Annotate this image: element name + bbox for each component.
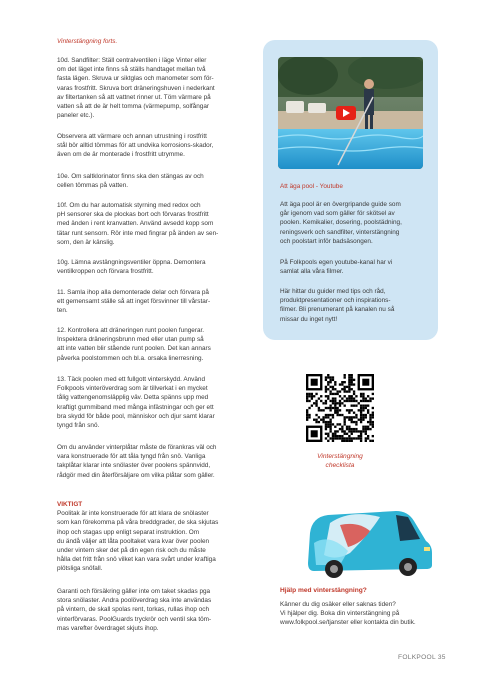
viktigt-section-b: [57, 587, 247, 633]
paragraph-13: 13. Täck poolen med ett fullgott vinterskydd. Använd Folkpools vinteröverdrag som är tillverkat i en mycket tålig vattengenomsläpplig väv. Detta spänns upp med kraftigt gummiband med många infästningar och ger ett bra skydd för både pool, människor och djur samt klarar tyngd från snö.: [57, 376, 215, 430]
left-column-d: [57, 201, 247, 247]
paragraph-vinterplatar: Om du använder vinterplåtar måste de förankras väl och vara konstruerade för att tåla tyngd från snö. Vanliga takplåtar klarar inte snölaster över poolens spännvidd, rådgör med din återförsäljare om vilka plåtar som gäller.: [57, 444, 217, 479]
help-body: Känner du dig osäker eller saknas tiden? Vi hjälper dig. Boka din vinterstängning på www.folkpool.se/tjanster eller kontakta din butik.: [280, 601, 416, 627]
left-column-g: [57, 326, 247, 363]
left-column-e: [57, 258, 247, 276]
qr-caption: Vinterstängning checklista: [317, 453, 363, 469]
left-column: [57, 56, 247, 120]
paragraph-11: 11. Samla ihop alla demonterade delar och förvara på ett gemensamt ställe så att inget försvinner till vårstar- ten.: [57, 289, 211, 315]
paragraph-10g: 10g. Lämna avstängningsventiler öppna. Demontera ventilkroppen och förvara frostfritt.: [57, 259, 206, 276]
sidebox-text-3: Här hittar du guider med tips och råd, produktpresentationer och inspirations- filmer. Bli prenumerant på kanalen nu så missar du inget nytt!: [280, 288, 395, 323]
left-column-c: [57, 172, 247, 190]
service-van-image: [300, 503, 435, 583]
paragraph-observera: Observera att värmare och annan utrustning i rostfritt stål bör alltid tömmas för att undvika korrosions-skador, även om de är monterade i frostfritt utrymme.: [57, 133, 214, 159]
van-icon: [300, 503, 435, 583]
sidebox-paragraph-2: [280, 258, 425, 276]
viktigt-paragraph: Poolitak är inte konstruerade för att klara de snölaster som kan förekomma på våra breddgrader, de ska skjutas ihop och stagas upp enligt separat instruktion. Om du ändå väljer att låta pooltaket vara kvar över poolen under vintern sker det på din egen risk och du måste hålla det fritt från snö vilket kan vara svårt under kraftiga plötsliga snöfall.: [57, 510, 219, 573]
qr-code[interactable]: [306, 374, 374, 442]
paragraph-10d: 10d. Sandfilter: Ställ centralventilen i läge Vinter eller om det läget inte finns så ställs handtaget mellan två fasta lägen. Skruva ur siktglas och manometer som för- varas frostfritt. Skruva bort dräneringshuven i nederkant av filtertanken så att vattnet rinner ut. Töm värmare på vatten så att de är helt tomma (värmepump, solfångar paneler etc.).: [57, 57, 215, 120]
video-title[interactable]: Att äga pool - Youtube: [280, 183, 343, 190]
sidebox-text-2: På Folkpools egen youtube-kanal har vi samlat alla våra filmer.: [280, 259, 393, 276]
page-footer: FOLKPOOL 35: [398, 654, 446, 661]
video-thumbnail[interactable]: [278, 57, 423, 169]
viktigt-paragraph-2: Garanti och försäkring gäller inte om taket skadas pga stora snölaster. Andra poolöverdrag ska inte användas på vintern, de skall spolas rent, torkas, rullas ihop och vinterförvaras. PoolGuards tryckrör och ventil ska töm- mas varefter överdraget skjuts ihop.: [57, 588, 212, 632]
paragraph-12: 12. Kontrollera att dräneringen runt poolen fungerar. Inspektera dräneringsbrunn med eller utan pump så att inte vatten blir stående runt poolen. Det kan annars påverka poolstommen och bl.a. orsaka linerresning.: [57, 327, 211, 362]
pool-photo-icon: [278, 57, 423, 169]
paragraph-10e: 10e. Om saltklorinator finns ska den stängas av och cellen tömmas på vatten.: [57, 173, 204, 190]
sidebox-text-1: Att äga pool är en övergripande guide som går igenom vad som gäller för skötsel av poolen. Kemikalier, dosering, poolstädning, reningsverk och sandfilter, vinterstängning och poolstart inför badsäsongen.: [280, 201, 402, 245]
sidebox-paragraph-1: [280, 200, 425, 246]
left-column-i: [57, 443, 247, 480]
paragraph-10f: 10f. Om du har automatisk styrning med redox och pH sensorer ska de plockas bort och förvaras frostfritt med änden i rent kranvatten. Använd avsedd kopp som tätar runt sensorn. Rör inte med fingrar på änden av sen- sorn, den är känslig.: [57, 202, 219, 246]
qr-code-icon: [306, 374, 374, 442]
viktigt-section: [57, 500, 247, 574]
sidebox-paragraph-3: [280, 287, 425, 324]
help-title: Hjälp med vinterstängning?: [280, 587, 367, 594]
left-column-f: [57, 288, 247, 316]
left-column-b: [57, 132, 247, 160]
viktigt-title: VIKTIGT: [57, 501, 83, 508]
section-label: Vinterstängning forts.: [57, 38, 118, 45]
left-column-h: [57, 375, 247, 430]
